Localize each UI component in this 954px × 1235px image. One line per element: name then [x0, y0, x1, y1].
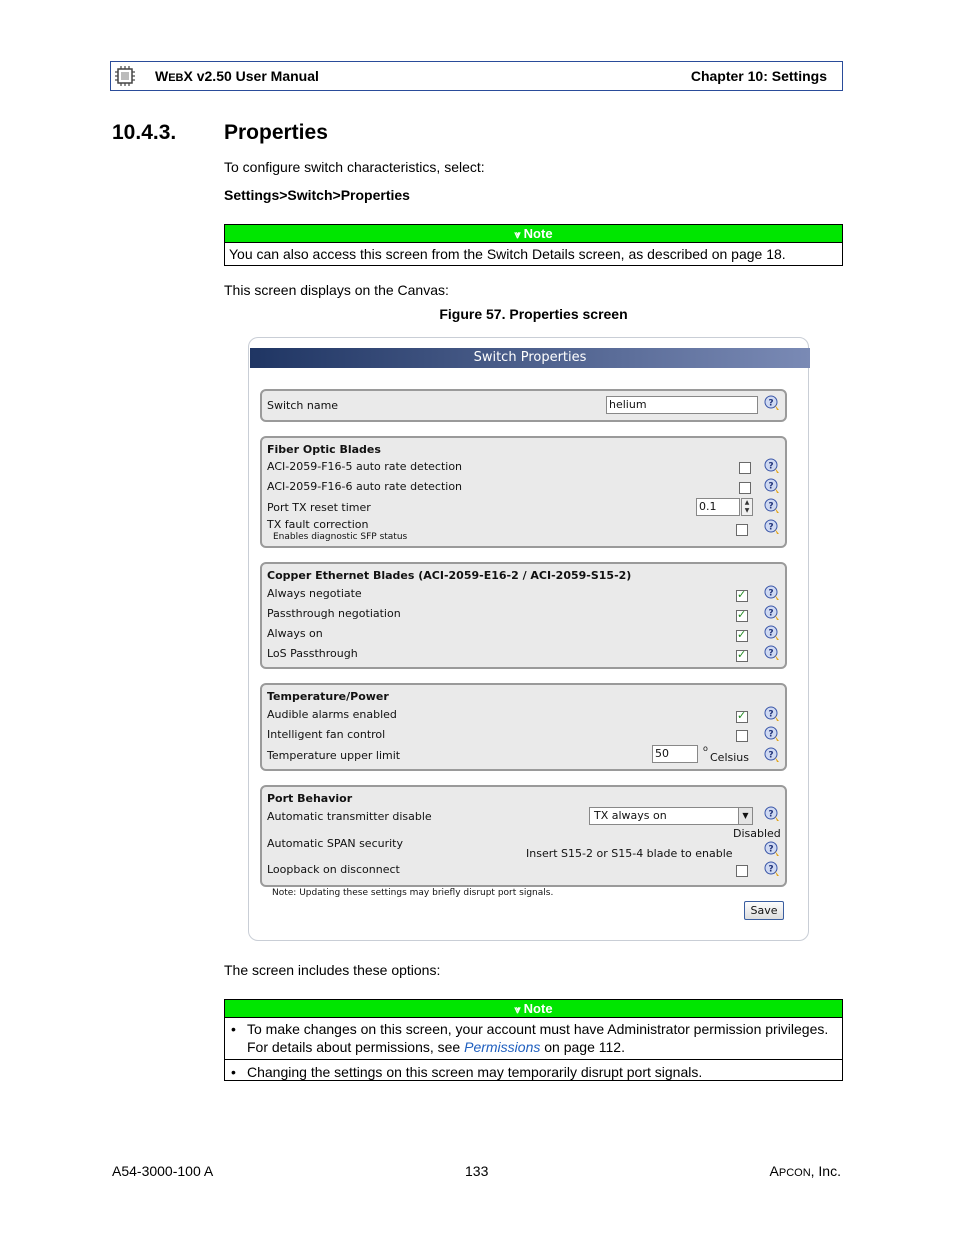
passthrough-negotiation-label: Passthrough negotiation: [267, 607, 401, 620]
chapter-title: Chapter 10: Settings: [690, 68, 827, 84]
switch-name-input[interactable]: helium: [606, 396, 758, 414]
doc-number: A54-3000-100 A: [112, 1163, 214, 1179]
port-tx-spinner[interactable]: [741, 498, 753, 516]
help-icon[interactable]: [764, 726, 780, 742]
celsius-unit: Celsius: [710, 751, 749, 764]
page-number: 133: [465, 1163, 489, 1179]
note-icon: ⩔: [514, 229, 521, 241]
svg-text:?: ?: [768, 729, 774, 740]
svg-text:?: ?: [768, 864, 774, 875]
svg-text:?: ?: [768, 501, 774, 512]
page-header: [110, 61, 843, 91]
svg-text:?: ?: [768, 481, 774, 492]
canvas-text: This screen displays on the Canvas:: [224, 282, 449, 298]
fan-control-checkbox[interactable]: [736, 730, 748, 742]
tx-fault-checkbox[interactable]: [736, 524, 748, 536]
rate5-checkbox[interactable]: [739, 462, 751, 474]
svg-text:?: ?: [768, 750, 774, 761]
section-title: Properties: [224, 121, 328, 144]
loopback-label: Loopback on disconnect: [267, 863, 400, 876]
port-tx-label: Port TX reset timer: [267, 501, 371, 514]
rate6-label: ACI-2059-F16-6 auto rate detection: [267, 480, 463, 493]
note-bullet: • Changing the settings on this screen may temporarily disrupt port signals.: [225, 1059, 842, 1081]
port-tx-input[interactable]: 0.1: [696, 498, 740, 516]
tx-fault-label: TX fault correction: [267, 518, 369, 531]
svg-text:?: ?: [768, 809, 774, 820]
section-number: 10.4.3.: [112, 121, 177, 144]
note-box: [224, 224, 843, 266]
help-icon[interactable]: [764, 605, 780, 621]
help-icon[interactable]: [764, 747, 780, 763]
note-box: [224, 999, 843, 1081]
svg-text:?: ?: [768, 522, 774, 533]
help-icon[interactable]: [764, 519, 780, 535]
spin-up-icon[interactable]: ▲: [744, 499, 750, 506]
intro-text: To configure switch characteristics, select:: [224, 159, 485, 175]
manual-title: WEBX v2.50 User Manual: [155, 68, 319, 84]
degree-symbol: o: [703, 744, 708, 753]
help-icon[interactable]: [764, 861, 780, 877]
permissions-link[interactable]: Permissions: [464, 1039, 541, 1055]
help-icon[interactable]: [764, 806, 780, 822]
disabled-status: Disabled: [733, 827, 781, 840]
note-header: ⩔ Note: [225, 1000, 842, 1018]
copper-ethernet-group: [260, 562, 787, 669]
svg-text:?: ?: [768, 461, 774, 472]
auto-tx-select[interactable]: TX always on ▼: [589, 807, 753, 825]
svg-text:?: ?: [768, 588, 774, 599]
always-on-label: Always on: [267, 627, 323, 640]
span-security-label: Automatic SPAN security: [267, 837, 403, 850]
menu-path: Settings>Switch>Properties: [224, 187, 410, 203]
switch-properties-screen: [248, 337, 809, 941]
svg-text:?: ?: [768, 648, 774, 659]
help-icon[interactable]: [764, 458, 780, 474]
always-negotiate-checkbox[interactable]: [736, 590, 748, 602]
audible-alarms-label: Audible alarms enabled: [267, 708, 397, 721]
chip-icon: [114, 65, 136, 87]
rate6-checkbox[interactable]: [739, 482, 751, 494]
svg-text:?: ?: [768, 709, 774, 720]
temperature-power-group: [260, 683, 787, 771]
help-icon[interactable]: [764, 645, 780, 661]
svg-text:?: ?: [768, 398, 774, 409]
span-security-status: Insert S15-2 or S15-4 blade to enable: [526, 847, 733, 860]
fiber-optic-group: [260, 436, 787, 548]
figure-caption: Figure 57. Properties screen: [439, 306, 628, 322]
spin-down-icon[interactable]: ▼: [744, 507, 750, 514]
help-icon[interactable]: [764, 841, 780, 857]
loopback-checkbox[interactable]: [736, 865, 748, 877]
help-icon[interactable]: [764, 625, 780, 641]
tx-fault-sublabel: Enables diagnostic SFP status: [273, 532, 408, 542]
temperature-heading: Temperature/Power: [267, 690, 389, 703]
rate5-label: ACI-2059-F16-5 auto rate detection: [267, 460, 463, 473]
svg-text:?: ?: [768, 844, 774, 855]
fan-control-label: Intelligent fan control: [267, 728, 386, 741]
port-behavior-group: [260, 785, 787, 887]
help-icon[interactable]: [764, 395, 780, 411]
note-bullet: • To make changes on this screen, your account must have Administrator permission privileges. For details about permissions, see Permissions on page 112.: [229, 1020, 838, 1056]
temp-limit-input[interactable]: 50: [652, 745, 698, 763]
always-on-checkbox[interactable]: [736, 630, 748, 642]
switch-name-group: [260, 389, 787, 422]
company-name: APCON, Inc.: [769, 1163, 841, 1179]
note-list: [225, 1018, 842, 1085]
always-negotiate-label: Always negotiate: [267, 587, 362, 600]
screen-title: Switch Properties: [250, 348, 810, 368]
auto-tx-label: Automatic transmitter disable: [267, 810, 432, 823]
port-behavior-heading: Port Behavior: [267, 792, 353, 805]
fiber-heading: Fiber Optic Blades: [267, 443, 381, 456]
temp-limit-label: Temperature upper limit: [267, 749, 401, 762]
svg-text:?: ?: [768, 628, 774, 639]
help-icon[interactable]: [764, 706, 780, 722]
includes-text: The screen includes these options:: [224, 962, 441, 978]
copper-heading: Copper Ethernet Blades (ACI-2059-E16-2 / ACI-2059-S15-2): [267, 569, 632, 582]
audible-alarms-checkbox[interactable]: [736, 711, 748, 723]
screen-footnote: Note: Updating these settings may briefly disrupt port signals.: [272, 888, 554, 898]
note-header: ⩔ Note: [225, 225, 842, 243]
los-passthrough-checkbox[interactable]: [736, 650, 748, 662]
switch-name-label: Switch name: [267, 399, 339, 412]
passthrough-negotiation-checkbox[interactable]: [736, 610, 748, 622]
save-button[interactable]: Save: [744, 901, 784, 920]
note-text: You can also access this screen from the Switch Details screen, as described on page 18.: [229, 246, 786, 262]
los-passthrough-label: LoS Passthrough: [267, 647, 358, 660]
svg-text:?: ?: [768, 608, 774, 619]
help-icon[interactable]: [764, 585, 780, 601]
chevron-down-icon[interactable]: ▼: [738, 808, 752, 824]
help-icon[interactable]: [764, 498, 780, 514]
help-icon[interactable]: [764, 478, 780, 494]
note-icon: ⩔: [514, 1004, 521, 1016]
